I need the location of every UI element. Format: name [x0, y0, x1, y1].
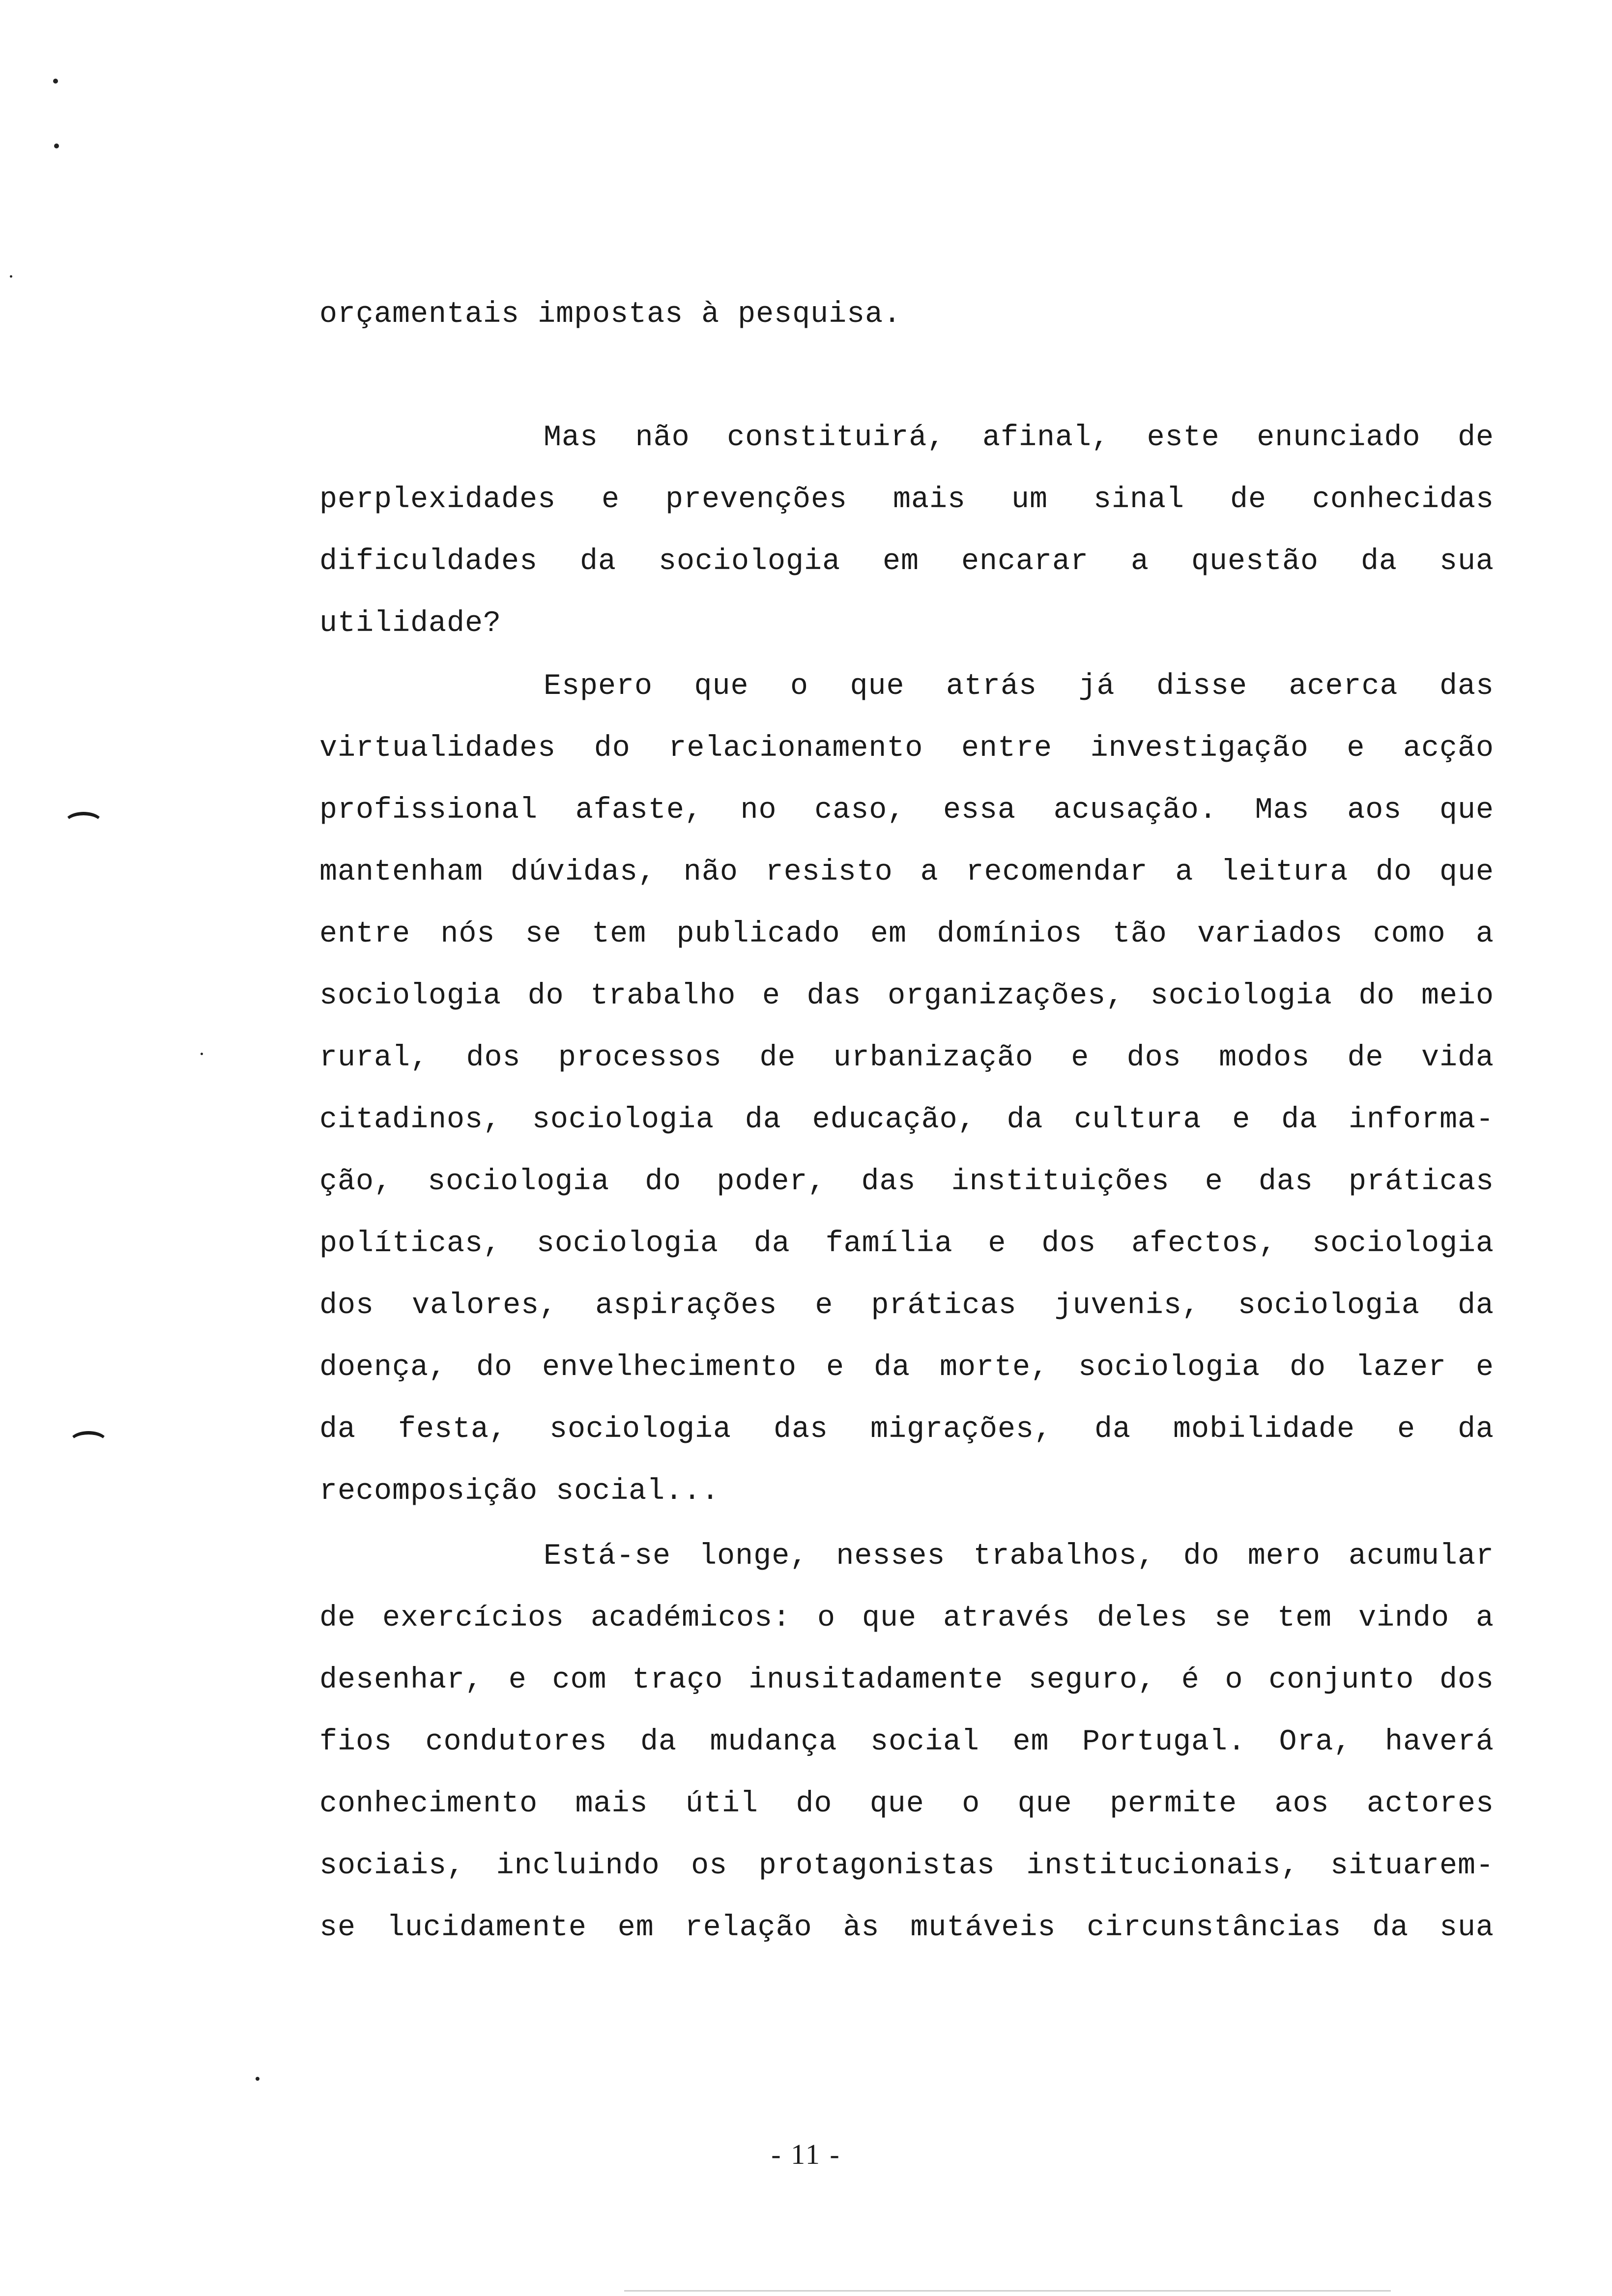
text-line: Mas não constituirá, afinal, este enunciado de	[544, 421, 1494, 455]
text-line: citadinos, sociologia da educação, da cultura e da informa-	[319, 1103, 1494, 1137]
body-text	[319, 284, 1494, 345]
paragraph-2	[319, 656, 1494, 1522]
text-line: da festa, sociologia das migrações, da mobilidade e da	[319, 1413, 1494, 1446]
scan-speck	[201, 1053, 203, 1055]
text-line: perplexidades e prevenções mais um sinal de conhecidas	[319, 483, 1494, 517]
text-line: entre nós se tem publicado em domínios tão variados como a	[319, 918, 1494, 951]
page-number: - 11 -	[771, 2138, 841, 2170]
text-line: dificuldades da sociologia em encarar a questão da sua	[319, 545, 1494, 578]
text-line: orçamentais impostas à pesquisa.	[319, 298, 902, 331]
binding-mark	[64, 812, 103, 835]
scan-speck	[54, 144, 59, 148]
text-line: utilidade?	[319, 607, 502, 640]
text-line: fios condutores da mudança social em Portugal. Ora, haverá	[319, 1725, 1494, 1759]
paragraph-1	[319, 407, 1494, 655]
scan-speck	[256, 2077, 259, 2081]
text-line: sociologia do trabalho e das organizações, sociologia do meio	[319, 979, 1494, 1013]
text-line: dos valores, aspirações e práticas juvenis, sociologia da	[319, 1289, 1494, 1322]
paragraph-3	[319, 1525, 1494, 1959]
text-line: recomposição social...	[319, 1475, 720, 1508]
text-line: profissional afaste, no caso, essa acusação. Mas aos que	[319, 794, 1494, 827]
text-line: conhecimento mais útil do que o que permite aos actores	[319, 1787, 1494, 1821]
text-line: desenhar, e com traço inusitadamente seguro, é o conjunto dos	[319, 1664, 1494, 1697]
text-line: políticas, sociologia da família e dos afectos, sociologia	[319, 1227, 1494, 1261]
text-line: de exercícios académicos: o que através deles se tem vindo a	[319, 1602, 1494, 1635]
scan-edge-line	[624, 2290, 1391, 2292]
scan-speck	[53, 79, 58, 84]
text-line: mantenham dúvidas, não resisto a recomendar a leitura do que	[319, 856, 1494, 889]
text-line: doença, do envelhecimento e da morte, sociologia do lazer e	[319, 1351, 1494, 1384]
scan-speck	[10, 275, 12, 278]
binding-mark	[69, 1431, 108, 1454]
text-line: ção, sociologia do poder, das instituições e das práticas	[319, 1165, 1494, 1199]
text-line: Espero que o que atrás já disse acerca das	[544, 670, 1494, 703]
text-line: se lucidamente em relação às mutáveis circunstâncias da sua	[319, 1911, 1494, 1945]
text-line: rural, dos processos de urbanização e dos modos de vida	[319, 1041, 1494, 1075]
text-line: virtualidades do relacionamento entre investigação e acção	[319, 732, 1494, 765]
text-line: Está-se longe, nesses trabalhos, do mero acumular	[544, 1540, 1494, 1573]
text-line: sociais, incluindo os protagonistas institucionais, situarem-	[319, 1849, 1494, 1883]
